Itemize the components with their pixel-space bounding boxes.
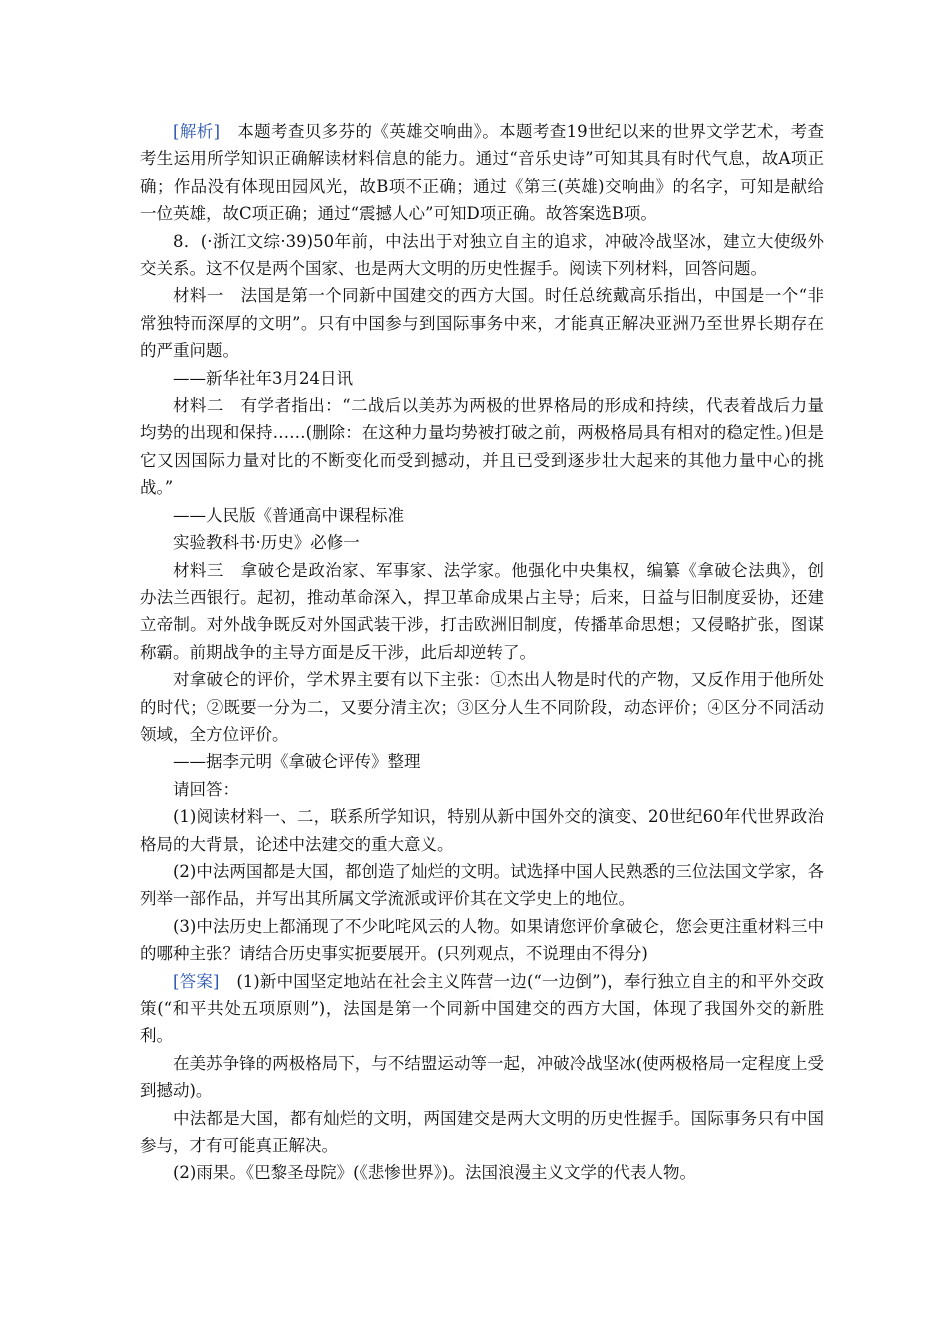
sub-question-1: (1)阅读材料一、二，联系所学知识，特别从新中国外交的演变、20世纪60年代世界政治格局的大背景，论述中法建交的重大意义。 <box>140 807 824 854</box>
answer-paragraph-1 <box>140 968 824 1050</box>
material-one: 材料一 法国是第一个同新中国建交的西方大国。时任总统戴高乐指出，中国是一个“非常独特而深厚的文明”。只有中国参与到国际事务中来，才能真正解决亚洲乃至世界长期存在的严重问题。 <box>140 286 824 361</box>
question-prompt: 请回答： <box>173 779 239 799</box>
answer-paragraph-2: 在美苏争锋的两极格局下，与不结盟运动等一起，冲破冷战坚冰(使两极格局一定程度上受到撼动)。 <box>140 1053 824 1101</box>
material-three: 材料三 拿破仑是政治家、军事家、法学家。他强化中央集权，编纂《拿破仑法典》，创办法兰西银行。起初，推动革命深入，捍卫革命成果占主导；后来，日益与旧制度妥协，还建立帝制。对外战争既反对外国武装干涉，打击欧洲旧制度，传播革命思想；又侵略扩张，图谋称霸。前期战争的主导方面是反干涉，此后却逆转了。 <box>140 560 824 662</box>
material-two-source-line1: ——人民版《普通高中课程标准 <box>173 505 404 525</box>
material-three-source: ——据李元明《拿破仑评传》整理 <box>173 752 421 772</box>
sub-question-3: (3)中法历史上都涌现了不少叱咤风云的人物。如果请您评价拿破仑，您会更注重材料三中的哪种主张？请结合历史事实扼要展开。(只列观点，不说理由不得分) <box>140 916 824 964</box>
analysis-text: 本题考查贝多芬的《英雄交响曲》。本题考查19世纪以来的世界文学艺术，考查考生运用所学知识正确解读材料信息的能力。通过“音乐史诗”可知其具有时代气息，故A项正确；作品没有体现田园风光，故B项不正确；通过《第三(英雄)交响曲》的名字，可知是献给一位英雄，故C项正确；通过“震撼人心”可知D项正确。故答案选B项。 <box>140 122 825 224</box>
material-two: 材料二 有学者指出：“二战后以美苏为两极的世界格局的形成和持续，代表着战后力量均势的出现和保持……(删除：在这种力量均势被打破之前，两极格局具有相对的稳定性。)但是它又因国际力量对比的不断变化而受到撼动，并且已受到逐步壮大起来的其他力量中心的挑战。” <box>140 396 824 498</box>
material-three-evaluation: 对拿破仑的评价，学术界主要有以下主张：①杰出人物是时代的产物，又反作用于他所处的时代；②既要一分为二，又要分清主次；③区分人生不同阶段，动态评价；④区分不同活动领域，全方位评价。 <box>140 670 824 744</box>
material-one-source: ——新华社年3月24日讯 <box>173 368 353 388</box>
material-two-source-line2: 实验教科书·历史》必修一 <box>173 533 360 553</box>
answer-text-1: (1)新中国坚定地站在社会主义阵营一边(“一边倒”)，奉行独立自主的和平外交政策(“和平共处五项原则”)，法国是第一个同新中国建交的西方大国，体现了我国外交的新胜利。 <box>140 971 824 1046</box>
answer-tag: [答案] <box>173 971 220 991</box>
sub-question-2: (2)中法两国都是大国，都创造了灿烂的文明。试选择中国人民熟悉的三位法国文学家，各列举一部作品，并写出其所属文学流派或评价其在文学史上的地位。 <box>140 861 824 909</box>
document-page <box>140 118 824 1187</box>
analysis-paragraph <box>140 118 824 228</box>
question-stem: 8．(·浙江文综·39)50年前，中法出于对独立自主的追求，冲破冷战坚冰，建立大使级外交关系。这不仅是两个国家、也是两大文明的历史性握手。阅读下列材料，回答问题。 <box>140 231 824 279</box>
analysis-tag: [解析] <box>173 122 221 141</box>
answer-paragraph-4: (2)雨果。《巴黎圣母院》(《悲惨世界》)。法国浪漫主义文学的代表人物。 <box>173 1163 696 1183</box>
answer-paragraph-3: 中法都是大国，都有灿烂的文明，两国建交是两大文明的历史性握手。国际事务只有中国参与，才有可能真正解决。 <box>140 1108 824 1156</box>
